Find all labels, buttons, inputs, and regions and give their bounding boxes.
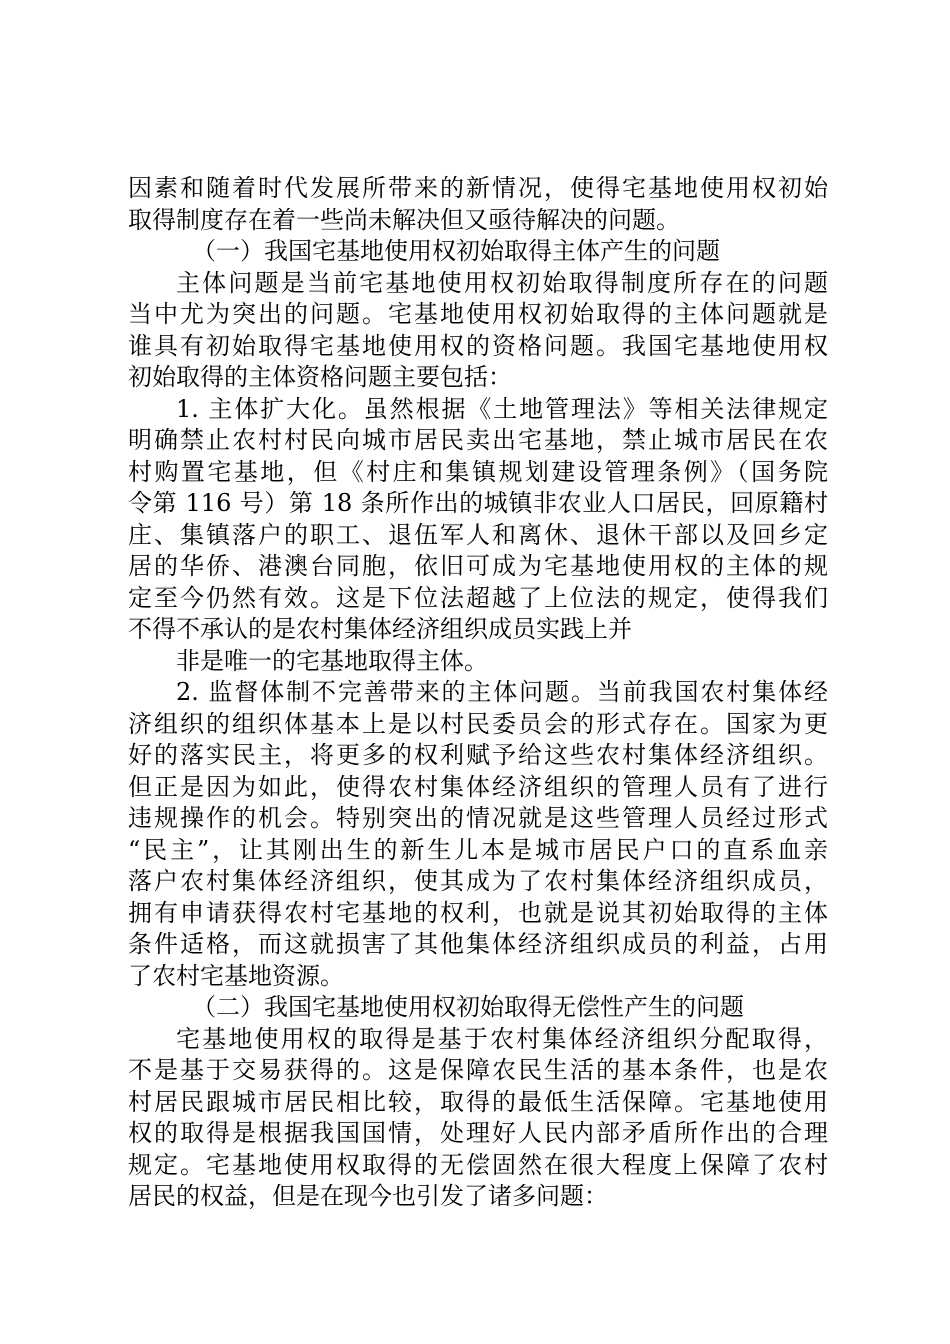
text-line: 违规操作的机会。特别突出的情况就是这些管理人员经过形式 [128,804,828,832]
text-line: 当中尤为突出的问题。宅基地使用权初始取得的主体问题就是 [128,300,828,328]
text-line: 宅基地使用权的取得是基于农村集体经济组织分配取得， [176,1024,828,1053]
text-line: “民主”，让其刚出生的新生儿本是城市居民户口的直系血亲 [128,835,828,864]
text-line: 庄、集镇落户的职工、退伍军人和离休、退休干部以及回乡定 [128,520,828,549]
text-line: 谁具有初始取得宅基地使用权的资格问题。我国宅基地使用权 [128,331,828,360]
text-line: 1. 主体扩大化。虽然根据《土地管理法》等相关法律规定 [176,394,828,423]
text-line: 但正是因为如此，使得农村集体经济组织的管理人员有了进行 [128,772,828,801]
text-line: 好的落实民主，将更多的权利赋予给这些农村集体经济组织。 [128,741,828,769]
text-line: 非是唯一的宅基地取得主体。 [176,646,488,675]
text-line: 2. 监督体制不完善带来的主体问题。当前我国农村集体经 [176,678,828,706]
text-line: 居民的权益，但是在现今也引发了诸多问题： [128,1182,608,1210]
text-line: 村购置宅基地，但《村庄和集镇规划建设管理条例》（国务院 [128,457,828,486]
text-line: （一）我国宅基地使用权初始取得主体产生的问题 [192,237,720,265]
text-line: 居的华侨、港澳台同胞，依旧可成为宅基地使用权的主体的规 [128,552,828,580]
text-line: 了农村宅基地资源。 [128,961,344,990]
text-line: 条件适格，而这就损害了其他集体经济组织成员的利益，占用 [128,930,828,958]
text-line: 令第 116 号）第 18 条所作出的城镇非农业人口居民，回原籍村 [128,489,828,517]
text-line: 主体问题是当前宅基地使用权初始取得制度所存在的问题 [176,268,828,297]
text-line: 规定。宅基地使用权取得的无偿固然在很大程度上保障了农村 [128,1150,828,1179]
text-line: 落户农村集体经济组织，使其成为了农村集体经济组织成员， [128,867,828,895]
text-line: 因素和随着时代发展所带来的新情况，使得宅基地使用权初始 [128,174,828,202]
text-line: 取得制度存在着一些尚未解决但又亟待解决的问题。 [128,205,680,234]
document-page [128,173,828,1213]
text-line: 济组织的组织体基本上是以村民委员会的形式存在。国家为更 [128,709,828,738]
text-line: 权的取得是根据我国国情，处理好人民内部矛盾所作出的合理 [128,1119,828,1147]
text-line: 拥有申请获得农村宅基地的权利，也就是说其初始取得的主体 [128,898,828,927]
text-line: 村居民跟城市居民相比较，取得的最低生活保障。宅基地使用 [128,1087,828,1116]
text-line: 定至今仍然有效。这是下位法超越了上位法的规定，使得我们 [128,583,828,612]
text-line: 不是基于交易获得的。这是保障农民生活的基本条件，也是农 [128,1056,828,1084]
text-line: 不得不承认的是农村集体经济组织成员实践上并 [128,615,632,643]
text-line: 明确禁止农村村民向城市居民卖出宅基地，禁止城市居民在农 [128,426,828,454]
text-line: （二）我国宅基地使用权初始取得无偿性产生的问题 [192,993,744,1021]
text-line: 初始取得的主体资格问题主要包括： [128,363,512,391]
